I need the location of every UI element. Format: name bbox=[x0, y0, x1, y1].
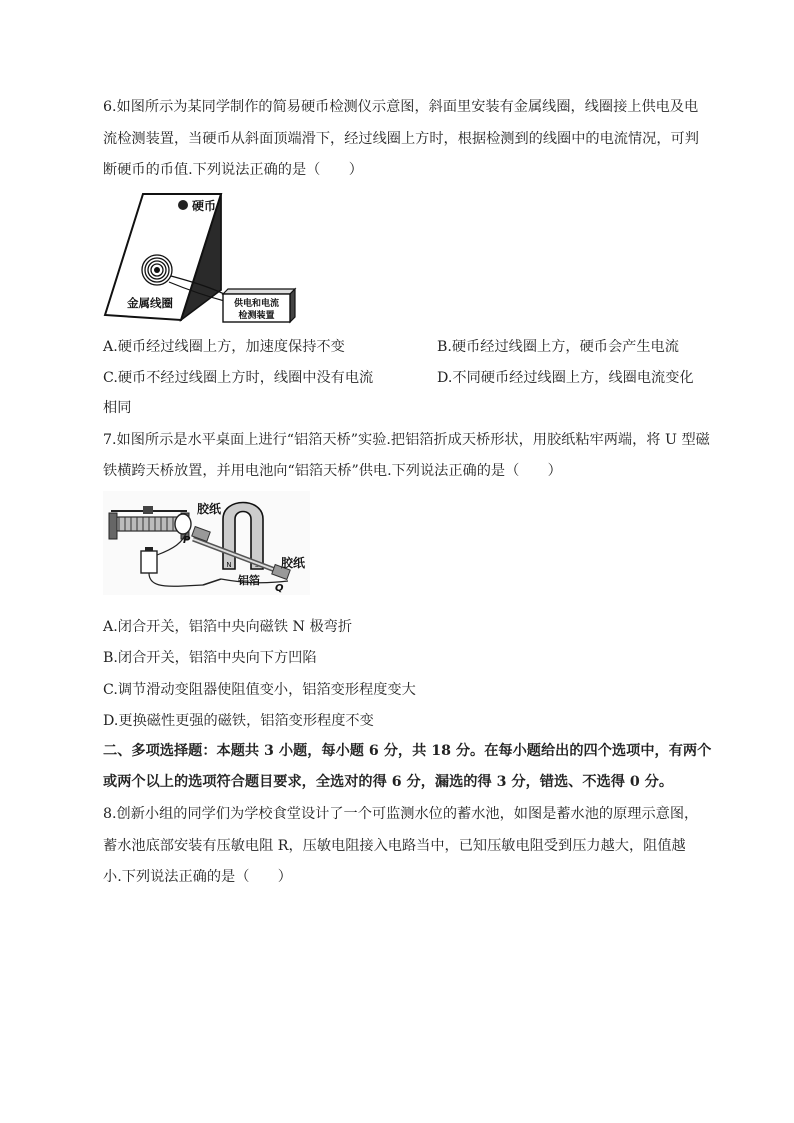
q8-line-2: 蓄水池底部安装有压敏电阻 R，压敏电阻接入电路当中，已知压敏电阻受到压力越大，阻值越 bbox=[103, 838, 686, 854]
q6-line-2: 流检测装置，当硬币从斜面顶端滑下，经过线圈上方时，根据检测到的线圈中的电流情况，可判 bbox=[103, 131, 699, 147]
q8-line-1: 8.创新小组的同学们为学校食堂设计了一个可监测水位的蓄水池，如图是蓄水池的原理示意图， bbox=[103, 806, 699, 822]
battery-icon bbox=[141, 547, 157, 573]
tape-label-left: 胶纸 bbox=[197, 502, 222, 516]
q7-line-1: 7.如图所示是水平桌面上进行“铝箔天桥”实验.把铝箔折成天桥形状，用胶纸粘牢两端，将 U 型磁 bbox=[103, 432, 710, 448]
q6-option-d: D.不同硬币经过线圈上方，线圈电流变化 bbox=[437, 370, 694, 386]
device-label-2: 检测装置 bbox=[238, 311, 275, 321]
coil-label: 金属线圈 bbox=[127, 296, 173, 310]
tape-label-right: 胶纸 bbox=[281, 556, 306, 570]
q7-option-a: A.闭合开关，铝箔中央向磁铁 N 极弯折 bbox=[103, 619, 353, 635]
q7-option-d: D.更换磁性更强的磁铁，铝箔变形程度不变 bbox=[103, 713, 374, 729]
foil-label: 铝箔 bbox=[238, 574, 260, 587]
foil-bridge-figure bbox=[103, 491, 310, 595]
q7-option-c: C.调节滑动变阻器使阻值变小，铝箔变形程度变大 bbox=[103, 682, 416, 698]
point-q-label: Q bbox=[275, 583, 284, 594]
section2-line-1: 二、多项选择题：本题共 3 小题，每小题 6 分，共 18 分。在每小题给出的四个选项中，有两个 bbox=[103, 743, 712, 759]
q6-option-b: B.硬币经过线圈上方，硬币会产生电流 bbox=[437, 339, 679, 355]
pole-s-label: S bbox=[254, 561, 260, 569]
q7-option-b: B.闭合开关，铝箔中央向下方凹陷 bbox=[103, 650, 317, 666]
device-side bbox=[290, 289, 295, 322]
q8-line-3: 小.下列说法正确的是（ ） bbox=[103, 869, 292, 885]
coin-detector-figure bbox=[103, 190, 298, 325]
q6-option-a: A.硬币经过线圈上方，加速度保持不变 bbox=[103, 339, 345, 355]
q6-option-c: C.硬币不经过线圈上方时，线圈中没有电流 bbox=[103, 370, 374, 386]
coin-icon bbox=[178, 200, 188, 210]
q6-option-d-cont: 相同 bbox=[103, 400, 132, 416]
cylinder-ring bbox=[175, 514, 191, 534]
q6-line-1: 6.如图所示为某同学制作的简易硬币检测仪示意图，斜面里安装有金属线圈，线圈接上供电及电 bbox=[103, 99, 699, 115]
device-top bbox=[223, 289, 295, 294]
coin-label: 硬币 bbox=[192, 199, 217, 213]
pole-n-label: N bbox=[226, 561, 232, 569]
q7-line-2: 铁横跨天桥放置，并用电池向“铝箔天桥”供电.下列说法正确的是（ ） bbox=[103, 463, 562, 479]
section2-line-2: 或两个以上的选项符合题目要求，全选对的得 6 分，漏选的得 3 分，错选、不选得 0 分。 bbox=[103, 774, 674, 790]
q6-line-3: 断硬币的币值.下列说法正确的是（ ） bbox=[103, 162, 363, 178]
point-p-label: P bbox=[183, 535, 191, 546]
device-label-1: 供电和电流 bbox=[233, 299, 280, 309]
